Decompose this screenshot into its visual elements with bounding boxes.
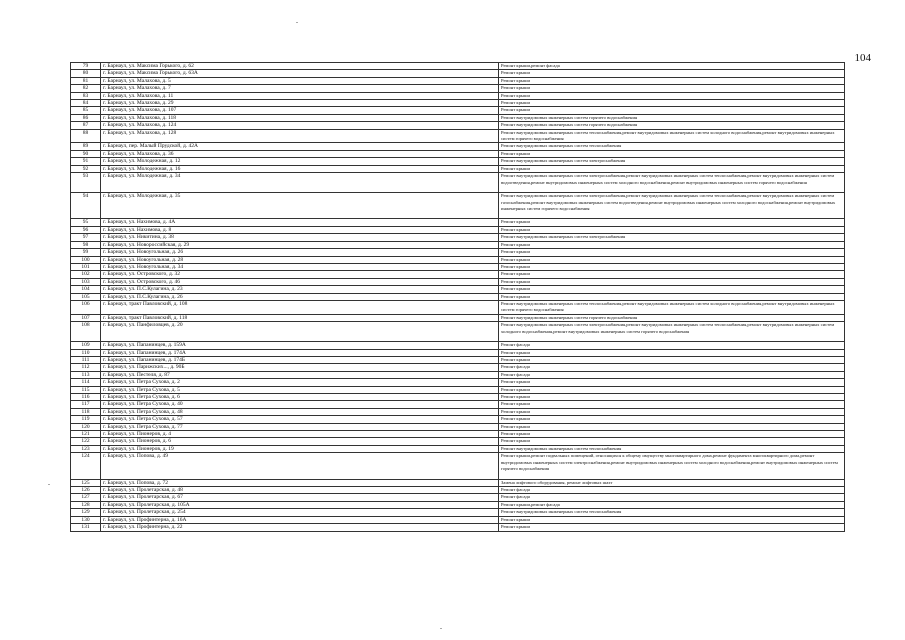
table-body	[71, 63, 845, 532]
row-work-type: Ремонт внутридомовых инженерных систем теплоснабжения	[499, 445, 845, 452]
row-work-type: Ремонт крыши	[499, 356, 845, 363]
row-number: 98	[71, 241, 101, 248]
row-number: 105	[71, 293, 101, 300]
table-row	[71, 487, 845, 494]
row-address: г. Барнаул, ул. Островского, д. 46	[101, 278, 499, 285]
row-address: г. Барнаул, ул. Новороссийская, д. 29	[101, 241, 499, 248]
row-number: 87	[71, 122, 101, 129]
row-work-type: Ремонт крыши	[499, 226, 845, 233]
table-row	[71, 379, 845, 386]
page-number: 104	[854, 52, 871, 64]
row-number: 131	[71, 524, 101, 531]
table-row	[71, 263, 845, 270]
row-work-type: Ремонт крыши	[499, 386, 845, 393]
row-work-type: Ремонт крыши	[499, 219, 845, 226]
row-number: 124	[71, 453, 101, 479]
row-work-type: Ремонт крыши,ремонт фасада	[499, 63, 845, 70]
row-address: г. Барнаул, ул. Петра Сухова, д. 6	[101, 394, 499, 401]
row-work-type: Ремонт фасада	[499, 487, 845, 494]
row-address: г. Барнаул, ул. Никитина, д. 38	[101, 234, 499, 241]
row-address: г. Барнаул, ул. Пролетарская, д. 67	[101, 494, 499, 501]
row-address: г. Барнаул, ул. Малахова, д. 11	[101, 92, 499, 99]
table-row	[71, 122, 845, 129]
row-number: 107	[71, 314, 101, 321]
row-address: г. Барнаул, ул. Пестеля, д. 87	[101, 371, 499, 378]
row-work-type: Ремонт крыши	[499, 423, 845, 430]
row-number: 80	[71, 70, 101, 77]
table-row	[71, 219, 845, 226]
row-address: г. Барнаул, ул. Профинтерна, д. 22	[101, 524, 499, 531]
row-number: 111	[71, 356, 101, 363]
row-work-type: Ремонт крыши	[499, 256, 845, 263]
row-address: г. Барнаул, ул. Малахова, д. 5	[101, 77, 499, 84]
table-row	[71, 438, 845, 445]
row-number: 108	[71, 322, 101, 342]
row-work-type: Ремонт крыши	[499, 85, 845, 92]
row-address: г. Барнаул, ул. Молодежная, д. 35	[101, 193, 499, 219]
row-number: 125	[71, 479, 101, 486]
row-number: 106	[71, 300, 101, 314]
row-address: г. Барнаул, ул. Новоугольная, д. 26	[101, 249, 499, 256]
row-work-type: Ремонт крыши	[499, 401, 845, 408]
table-row	[71, 193, 845, 219]
row-number: 114	[71, 379, 101, 386]
row-address: г. Барнаул, ул. Пролетарская, д. 254	[101, 509, 499, 516]
row-work-type: Ремонт внутридомовых инженерных систем электроснабжения,ремонт внутридомовых инженерных систем теплоснабжения,ремонт внутридомовых инженерных систем холодного водоснабжения,ремонт внутридомовых инженерных систем горячего водоснабжения	[499, 322, 845, 342]
row-number: 122	[71, 438, 101, 445]
table-row	[71, 394, 845, 401]
row-address: г. Барнаул, пер. Малый Прудской, д. 42А	[101, 143, 499, 150]
table-row	[71, 300, 845, 314]
row-work-type: Ремонт крыши	[499, 438, 845, 445]
row-number: 127	[71, 494, 101, 501]
row-address: г. Барнаул, ул. Папанинцев, д. 174Б	[101, 356, 499, 363]
row-work-type: Ремонт крыши	[499, 416, 845, 423]
row-work-type: Ремонт внутридомовых инженерных систем теплоснабжения,ремонт внутридомовых инженерных систем холодного водоснабжения,ремонт внутридомовых инженерных систем горячего водоснабжения	[499, 129, 845, 143]
row-work-type: Ремонт крыши,ремонт фасада	[499, 501, 845, 508]
row-address: г. Барнаул, ул. Панфиловцев, д. 20	[101, 322, 499, 342]
row-address: г. Барнаул, ул. Малахова, д. 7	[101, 85, 499, 92]
row-number: 91	[71, 158, 101, 165]
row-number: 121	[71, 431, 101, 438]
row-number: 119	[71, 416, 101, 423]
row-work-type: Ремонт крыши	[499, 263, 845, 270]
row-number: 128	[71, 501, 101, 508]
row-work-type: Ремонт внутридомовых инженерных систем теплоснабжения,ремонт внутридомовых инженерных систем холодного водоснабжения,ремонт внутридомовых инженерных систем горячего водоснабжения	[499, 300, 845, 314]
row-address: г. Барнаул, ул. Малахова, д. 124	[101, 122, 499, 129]
row-address: г. Барнаул, ул. Парижских..., д. 90Б	[101, 364, 499, 371]
row-address: г. Барнаул, ул. Пионеров, д. 4	[101, 431, 499, 438]
table-row	[71, 453, 845, 479]
row-address: г. Барнаул, ул. Петра Сухова, д. 5	[101, 386, 499, 393]
row-work-type: Ремонт крыши	[499, 278, 845, 285]
table-row	[71, 314, 845, 321]
table-row	[71, 129, 845, 143]
row-work-type: Ремонт крыши	[499, 150, 845, 157]
row-address: г. Барнаул, ул. Пролетарская, д. 48	[101, 487, 499, 494]
row-number: 95	[71, 219, 101, 226]
row-work-type: Ремонт внутридомовых инженерных систем теплоснабжения	[499, 509, 845, 516]
scan-speck	[296, 22, 298, 23]
row-number: 112	[71, 364, 101, 371]
row-work-type: Ремонт внутридомовых инженерных систем горячего водоснабжения	[499, 314, 845, 321]
table-row	[71, 85, 845, 92]
row-work-type: Ремонт внутридомовых инженерных систем электроснабжения,ремонт внутридомовых инженерных систем теплоснабжения,ремонт внутридомовых инженерных систем водоотведения,ремонт внутридомовых инженерных систем холодного водоснабжения,ремонт внутридомовых инженерных систем горячего водоснабжения	[499, 173, 845, 193]
row-work-type: Ремонт внутридомовых инженерных систем электроснабжения,ремонт внутридомовых инженерных систем теплоснабжения,ремонт внутридомовых инженерных систем газоснабжения,ремонт внутридомовых инженерных систем водоотведения,ремонт внутридомовых инженерных систем холодного водоснабжения,ремонт внутридомовых инженерных систем горячего водоснабжения	[499, 193, 845, 219]
row-work-type: Ремонт крыши	[499, 92, 845, 99]
table-row	[71, 364, 845, 371]
row-address: г. Барнаул, ул. Петра Сухова, д. 57	[101, 416, 499, 423]
row-number: 129	[71, 509, 101, 516]
row-number: 101	[71, 263, 101, 270]
row-address: г. Барнаул, ул. Петра Сухова, д. 40	[101, 401, 499, 408]
table-row	[71, 416, 845, 423]
row-number: 103	[71, 278, 101, 285]
table-row	[71, 524, 845, 531]
row-number: 115	[71, 386, 101, 393]
row-address: г. Барнаул, ул. Пролетарская, д. 105А	[101, 501, 499, 508]
table-row	[71, 516, 845, 523]
table-row	[71, 431, 845, 438]
table-row	[71, 322, 845, 342]
row-work-type: Ремонт внутридомовых инженерных систем теплоснабжения	[499, 143, 845, 150]
row-work-type: Ремонт крыши	[499, 271, 845, 278]
scan-speck	[440, 628, 442, 629]
row-address: г. Барнаул, ул. Новоугольная, д. 28	[101, 256, 499, 263]
row-address: г. Барнаул, ул. Молодежная, д. 34	[101, 173, 499, 193]
table-row	[71, 356, 845, 363]
row-address: г. Барнаул, ул. Профинтерна, д. 16А	[101, 516, 499, 523]
table-row	[71, 70, 845, 77]
table-row	[71, 494, 845, 501]
table-row	[71, 100, 845, 107]
table-row	[71, 408, 845, 415]
table-row	[71, 479, 845, 486]
row-number: 109	[71, 342, 101, 349]
row-address: г. Барнаул, ул. Малахова, д. 118	[101, 114, 499, 121]
row-work-type: Ремонт крыши	[499, 100, 845, 107]
row-number: 118	[71, 408, 101, 415]
table-row	[71, 92, 845, 99]
row-number: 113	[71, 371, 101, 378]
row-work-type: Ремонт крыши	[499, 349, 845, 356]
row-work-type: Ремонт крыши,ремонт подвальных помещений, относящихся к общему имуществу многоквартирного дома,ремонт фундамента многоквартирного дома,ремонт внутридомовых инженерных систем электроснабжения,ремонт внутридомовых инженерных систем холодного водоснабжения,ремонт внутридомовых инженерных систем горячего водоснабжения	[499, 453, 845, 479]
row-number: 120	[71, 423, 101, 430]
row-work-type: Ремонт крыши	[499, 524, 845, 531]
row-address: г. Барнаул, тракт Павловский, д. 118	[101, 314, 499, 321]
row-address: г. Барнаул, ул. П.С.Кулагина, д. 26	[101, 293, 499, 300]
row-work-type: Ремонт крыши	[499, 379, 845, 386]
row-address: г. Барнаул, ул. Островского, д. 32	[101, 271, 499, 278]
table-row	[71, 143, 845, 150]
row-address: г. Барнаул, ул. Попова, д. 49	[101, 453, 499, 479]
table-row	[71, 173, 845, 193]
table-row	[71, 349, 845, 356]
table-row	[71, 371, 845, 378]
row-number: 94	[71, 193, 101, 219]
row-work-type: Ремонт внутридомовых инженерных систем электроснабжения	[499, 234, 845, 241]
row-address: г. Барнаул, ул. Нахимова, д. 8	[101, 226, 499, 233]
row-number: 116	[71, 394, 101, 401]
row-work-type: Ремонт крыши	[499, 165, 845, 172]
row-number: 79	[71, 63, 101, 70]
table-row	[71, 249, 845, 256]
row-number: 100	[71, 256, 101, 263]
row-address: г. Барнаул, тракт Павловский, д. 108	[101, 300, 499, 314]
row-work-type: Ремонт внутридомовых инженерных систем горячего водоснабжения	[499, 122, 845, 129]
row-number: 104	[71, 286, 101, 293]
row-address: г. Барнаул, ул. Молодежная, д. 16	[101, 165, 499, 172]
table-row	[71, 150, 845, 157]
table-row	[71, 77, 845, 84]
table-row	[71, 165, 845, 172]
table-row	[71, 256, 845, 263]
row-work-type: Ремонт крыши	[499, 408, 845, 415]
row-work-type: Ремонт крыши	[499, 293, 845, 300]
row-number: 81	[71, 77, 101, 84]
row-work-type: Ремонт крыши	[499, 241, 845, 248]
row-work-type: Ремонт крыши	[499, 394, 845, 401]
row-work-type: Ремонт фасада	[499, 371, 845, 378]
row-address: г. Барнаул, ул. Максима Горького, д. 63А	[101, 70, 499, 77]
table-row	[71, 386, 845, 393]
row-work-type: Ремонт крыши	[499, 249, 845, 256]
row-work-type: Ремонт крыши	[499, 77, 845, 84]
row-address: г. Барнаул, ул. Петра Сухова, д. 2	[101, 379, 499, 386]
row-number: 93	[71, 173, 101, 193]
row-address: г. Барнаул, ул. Максима Горького, д. 62	[101, 63, 499, 70]
row-address: г. Барнаул, ул. Новоугольная, д. 34	[101, 263, 499, 270]
row-number: 83	[71, 92, 101, 99]
row-address: г. Барнаул, ул. П.С.Кулагина, д. 23	[101, 286, 499, 293]
table-row	[71, 271, 845, 278]
table-row	[71, 293, 845, 300]
row-address: г. Барнаул, ул. Малахова, д. 128	[101, 129, 499, 143]
table-row	[71, 401, 845, 408]
table-row	[71, 226, 845, 233]
row-work-type: Ремонт крыши	[499, 70, 845, 77]
row-address: г. Барнаул, ул. Малахова, д. 36	[101, 150, 499, 157]
table-row	[71, 445, 845, 452]
table-row	[71, 423, 845, 430]
row-address: г. Барнаул, ул. Папанинцев, д. 159А	[101, 342, 499, 349]
row-number: 96	[71, 226, 101, 233]
row-number: 92	[71, 165, 101, 172]
row-work-type: Ремонт крыши	[499, 516, 845, 523]
table-row	[71, 342, 845, 349]
row-number: 110	[71, 349, 101, 356]
row-address: г. Барнаул, ул. Петра Сухова, д. 48	[101, 408, 499, 415]
table-row	[71, 114, 845, 121]
table-row	[71, 278, 845, 285]
table-row	[71, 63, 845, 70]
row-number: 99	[71, 249, 101, 256]
row-address: г. Барнаул, ул. Попова, д. 72	[101, 479, 499, 486]
table-row	[71, 509, 845, 516]
row-address: г. Барнаул, ул. Пионеров, д. 6	[101, 438, 499, 445]
table-row	[71, 234, 845, 241]
row-work-type: Ремонт внутридомовых инженерных систем горячего водоснабжения	[499, 114, 845, 121]
row-work-type: Замена лифтового оборудования, ремонт лифтовых шахт	[499, 479, 845, 486]
row-number: 117	[71, 401, 101, 408]
row-number: 86	[71, 114, 101, 121]
row-work-type: Ремонт внутридомовых инженерных систем электроснабжения	[499, 158, 845, 165]
table-row	[71, 158, 845, 165]
row-number: 85	[71, 107, 101, 114]
row-number: 88	[71, 129, 101, 143]
row-work-type: Ремонт фасада	[499, 364, 845, 371]
row-address: г. Барнаул, ул. Папанинцев, д. 174А	[101, 349, 499, 356]
row-address: г. Барнаул, ул. Пионеров, д. 19	[101, 445, 499, 452]
row-number: 126	[71, 487, 101, 494]
scan-speck	[48, 484, 50, 485]
housing-repair-table	[70, 62, 845, 532]
row-number: 130	[71, 516, 101, 523]
row-number: 97	[71, 234, 101, 241]
row-work-type: Ремонт фасада	[499, 342, 845, 349]
row-number: 90	[71, 150, 101, 157]
row-number: 102	[71, 271, 101, 278]
row-work-type: Ремонт крыши	[499, 286, 845, 293]
row-address: г. Барнаул, ул. Малахова, д. 29	[101, 100, 499, 107]
table-row	[71, 286, 845, 293]
row-address: г. Барнаул, ул. Нахимова, д. 4А	[101, 219, 499, 226]
row-number: 89	[71, 143, 101, 150]
row-address: г. Барнаул, ул. Малахова, д. 107	[101, 107, 499, 114]
table-row	[71, 107, 845, 114]
table-row	[71, 241, 845, 248]
table-row	[71, 501, 845, 508]
row-number: 123	[71, 445, 101, 452]
row-number: 84	[71, 100, 101, 107]
row-number: 82	[71, 85, 101, 92]
row-address: г. Барнаул, ул. Молодежная, д. 12	[101, 158, 499, 165]
row-work-type: Ремонт крыши	[499, 431, 845, 438]
row-address: г. Барнаул, ул. Петра Сухова, д. 77	[101, 423, 499, 430]
row-work-type: Ремонт крыши	[499, 107, 845, 114]
row-work-type: Ремонт фасада	[499, 494, 845, 501]
